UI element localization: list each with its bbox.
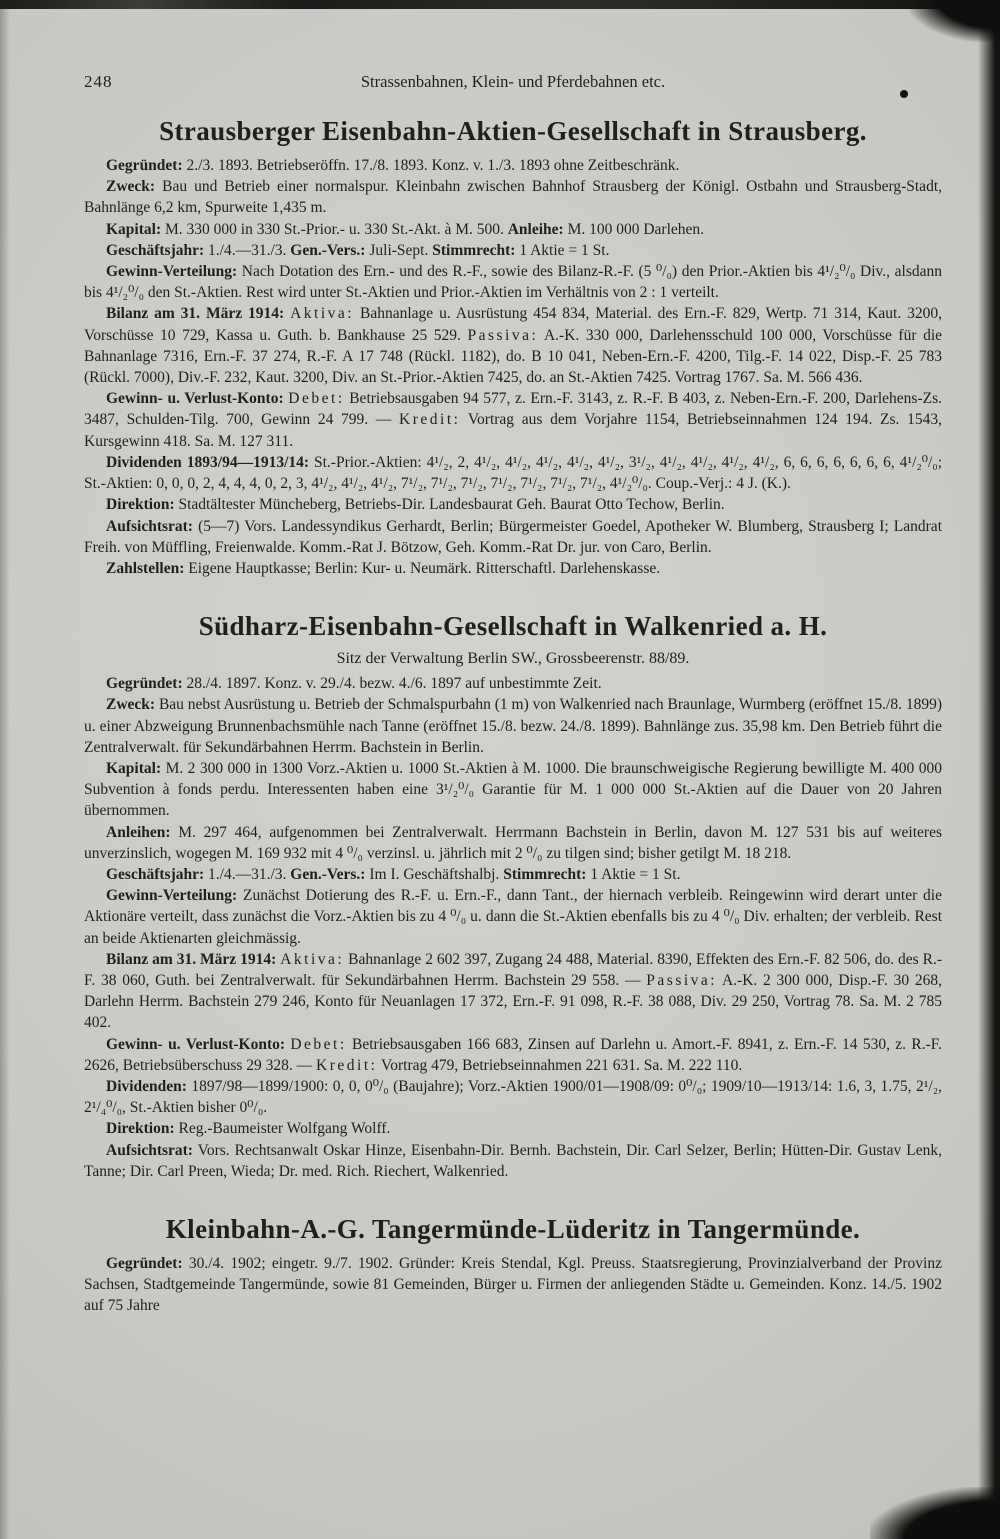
entry-title: Südharz-Eisenbahn-Gesellschaft in Walkenried a. H. <box>198 611 828 642</box>
page-number: 248 <box>84 72 113 91</box>
field-text: M. 330 000 in 330 St.-Prior.- u. 330 St.-Akt. à M. 500. <box>161 220 508 238</box>
entry-paragraph <box>84 388 942 452</box>
field-label: Dividenden 1893/94—1913/14: <box>106 453 310 471</box>
field-text: M. 2 300 000 in 1300 Vorz.-Aktien u. 1000 St.-Aktien à M. 1000. Die braunschweigische Regierung bewilligte M. 400 000 Subvention à fonds perdu. Interessenten haben eine 3¹/₂⁰/₀ Garantie für M. 1 000 000 St.-Aktien auf die Dauer von 20 Jahren übernommen. <box>84 759 942 820</box>
entry-paragraph <box>84 1253 942 1317</box>
field-label: Gewinn-Verteilung: <box>106 887 238 905</box>
field-text: (5—7) Vors. Landessyndikus Gerhardt, Berlin; Bürgermeister Goedel, Apotheker W. Blumberg, Strausberg I; Landrat Freih. von Müffling, Freienwalde. Komm.-Rat J. Bötzow, Geh. Komm.-Rat Dr. jur. von Caro, Berlin. <box>84 517 942 556</box>
spaced-term: Kredit: <box>316 1056 378 1074</box>
field-label: Anleihe: <box>507 220 564 238</box>
spaced-term: Kredit: <box>399 411 461 429</box>
company-entry <box>84 116 942 579</box>
field-text: Im I. Geschäftshalbj. <box>365 865 504 883</box>
entry-subtitle: Sitz der Verwaltung Berlin SW., Grossbeerenstr. 88/89. <box>336 650 690 668</box>
field-text: M. 100 000 Darlehen. <box>563 220 705 238</box>
running-title: Strassenbahnen, Klein- und Pferdebahnen etc. <box>360 72 666 91</box>
field-text: Stadtältester Müncheberg, Betriebs-Dir. Landesbaurat Geh. Baurat Otto Techow, Berlin. <box>174 496 725 514</box>
field-text: 1 Aktie = 1 St. <box>586 865 681 883</box>
field-text: 1897/98—1899/1900: 0, 0, 0⁰/₀ (Baujahre); Vorz.-Aktien 1900/01—1908/09: 0⁰/₀; 1909/10—1913/14: 1.6, 3, 1.75, 2¹/₂, 2¹/₄⁰/₀, St.-Aktien bisher 0⁰/₀. <box>84 1078 942 1117</box>
entry-paragraph <box>84 155 942 176</box>
scan-corner-top-right <box>910 0 1000 42</box>
field-label: Stimmrecht: <box>432 241 516 259</box>
spaced-term: Debet: <box>290 1035 347 1053</box>
field-text: Vors. Rechtsanwalt Oskar Hinze, Eisenbahn-Dir. Bernh. Bachstein, Dir. Carl Selzer, Berlin; Hütten-Dir. Gustav Lenk, Tanne; Dir. Carl Preen, Wieda; Dr. med. Rich. Riechert, Walkenried. <box>84 1141 942 1180</box>
field-text: Bahnanlage u. Ausrüstung 454 834, Material. des Ern.-F. 829, Wertp. 71 314, Kaut. 3200, Vorschüsse 10 729, Kassa u. Guth. b. Bankhause 25 529. <box>84 305 943 344</box>
entry-paragraph <box>84 673 942 694</box>
scan-corner-bottom-right <box>870 1487 1000 1539</box>
entry-paragraph <box>84 219 942 240</box>
spaced-term: Passiva: <box>646 972 718 989</box>
field-text: Betriebsausgaben 94 577, z. Ern.-F. 3143, z. R.-F. B 403, z. Neben-Ern.-F. 200, Darlehens-Zs. 3487, Schulden-Tilg. 700, Gewinn 24 799. — <box>84 390 943 429</box>
company-entry <box>84 611 942 1182</box>
field-text: Bau nebst Ausrüstung u. Betrieb der Schmalspurbahn (1 m) von Walkenried nach Braunlage, Wurmberg (eröffnet 15./8. 1899) u. einer Abzweigung Brunnenbachsmühle nach Tanne (eröffnet 15./8. bezw. 24./8. 1899). Bahnlänge zus. 35,98 km. Den Betrieb führt die Zentralverwalt. für Sekundärbahnen Herrm. Bachstein in Berlin. <box>84 696 942 756</box>
field-text: Zunächst Dotierung des R.-F. u. Ern.-F., dann Tant., der hiernach verbleib. Reingewinn wird derart unter die Aktionäre verteilt, dass zunächst die Vorz.-Aktien bis zu 4 ⁰/₀ u. dann die St.-Aktien ebenfalls bis zu 4 ⁰/₀ Div. erhalten; der verbleib. Rest an beide Aktienarten gleichmässig. <box>84 887 942 947</box>
field-label: Aufsichtsrat: <box>106 517 193 535</box>
field-text: Juli-Sept. <box>365 241 433 259</box>
field-text: Betriebsausgaben 166 683, Zinsen auf Darlehn u. Amort.-F. 8941, z. Ern.-F. 14 530, z. R.-F. 2626, Betriebsüberschuss 29 328. — <box>84 1035 943 1074</box>
field-text: 1 Aktie = 1 St. <box>515 241 610 259</box>
entry-paragraph <box>84 240 942 261</box>
entry-paragraph <box>84 758 942 822</box>
field-text: Nach Dotation des Ern.- und des R.-F., sowie des Bilanz-R.-F. (5 ⁰/₀) den Prior.-Aktien bis 4¹/₂⁰/₀ Div., alsdann bis 4¹/₂⁰/₀ den St.-Aktien. Rest wird unter St.-Aktien und Prior.-Aktien im Verhältnis von 2 : 1 verteilt. <box>84 263 942 302</box>
field-text: Bau und Betrieb einer normalspur. Kleinbahn zwischen Bahnhof Strausberg der Königl. Ostbahn und Strausberg-Stadt, Bahnlänge 6,2 km, Spurweite 1,435 m. <box>84 178 942 217</box>
field-text: 1./4.—31./3. <box>204 241 291 259</box>
field-text: M. 297 464, aufgenommen bei Zentralverwalt. Herrmann Bachstein in Berlin, davon M. 127 531 bis auf weiteres unverzinslich, wogegen M. 169 932 mit 4 ⁰/₀ verzinsl. u. jährlich mit 2 ⁰/₀ zu tilgen sind; bisher getilgt M. 18 218. <box>84 823 942 862</box>
entry-paragraph <box>84 494 942 515</box>
field-text: 2./3. 1893. Betriebseröffn. 17./8. 1893. Konz. v. 1./3. 1893 ohne Zeitbeschränk. <box>182 157 680 175</box>
field-label: Gewinn- u. Verlust-Konto: <box>106 390 284 408</box>
field-text: 28./4. 1897. Konz. v. 29./4. bezw. 4./6. 1897 auf unbestimmte Zeit. <box>182 675 602 693</box>
field-label: Geschäftsjahr: <box>106 241 205 259</box>
field-label: Kapital: <box>106 759 162 777</box>
field-label: Bilanz am 31. März 1914: <box>106 950 277 968</box>
entry-paragraph <box>84 864 942 885</box>
field-label: Gewinn-Verteilung: <box>106 263 238 281</box>
entry-paragraph <box>84 1034 942 1076</box>
field-label: Bilanz am 31. März 1914: <box>106 305 285 323</box>
entry-paragraph <box>84 452 942 494</box>
entry-paragraph <box>84 176 942 218</box>
entries-container <box>84 116 942 1349</box>
entry-paragraph <box>84 1140 942 1182</box>
entry-paragraph <box>84 261 942 303</box>
field-text: Vortrag 479, Betriebseinnahmen 221 631. Sa. M. 222 110. <box>377 1056 743 1074</box>
running-header <box>84 72 942 98</box>
field-label: Zweck: <box>106 178 156 196</box>
field-label: Gegründet: <box>106 675 183 693</box>
field-text: 30./4. 1902; eingetr. 9./7. 1902. Gründer: Kreis Stendal, Kgl. Preuss. Staatsregierung, Provinzialverband der Provinz Sachsen, Stadtgemeinde Tangermünde, sowie 81 Gemeinden, Bürger u. Firmen der anliegenden Städte u. Gemeinden. Konz. 14./5. 1902 auf 75 Jahre <box>84 1255 942 1315</box>
field-label: Dividenden: <box>106 1078 187 1096</box>
entry-paragraph <box>84 516 942 558</box>
field-text: Eigene Hauptkasse; Berlin: Kur- u. Neumärk. Ritterschaftl. Darlehenskasse. <box>184 559 661 577</box>
field-label: Aufsichtsrat: <box>106 1141 193 1159</box>
entry-paragraph <box>84 694 942 758</box>
field-label: Zahlstellen: <box>106 559 185 577</box>
scan-edge-left <box>0 0 10 1539</box>
field-text: 1./4.—31./3. <box>204 865 291 883</box>
field-label: Gen.-Vers.: <box>290 241 366 259</box>
field-text: A.-K. 330 000, Darlehensschuld 100 000, Vorschüsse für die Bahnanlage 7316, Ern.-F. 37 274, R.-F. A 17 748 (Rückl. 1182), do. B 10 041, Neben-Ern.-F. 4200, Tilg.-F. 14 022, Disp.-F. 25 783 (Rückl. 7000), Div.-F. 232, Kaut. 3200, Div. an St.-Prior.-Aktien 7425, do. an St.-Aktien 7425. Vortrag 1767. Sa. M. 566 436. <box>84 326 942 387</box>
entry-paragraph <box>84 1118 942 1139</box>
entry-title: Strausberger Eisenbahn-Aktien-Gesellschaft in Strausberg. <box>159 116 867 146</box>
entry-title: Kleinbahn-A.-G. Tangermünde-Lüderitz in Tangermünde. <box>165 1214 861 1245</box>
field-label: Geschäftsjahr: <box>106 865 205 883</box>
field-label: Gen.-Vers.: <box>290 865 366 883</box>
field-label: Direktion: <box>106 496 175 514</box>
spaced-term: Debet: <box>288 390 345 408</box>
field-label: Direktion: <box>106 1120 175 1138</box>
spaced-term: Aktiva: <box>280 950 345 968</box>
spaced-term: Aktiva: <box>290 305 355 323</box>
entry-paragraph <box>84 1076 942 1118</box>
entry-paragraph <box>84 303 942 388</box>
company-entry <box>84 1214 942 1317</box>
entry-paragraph <box>84 558 942 579</box>
scan-edge-right <box>978 0 1000 1539</box>
entry-paragraph <box>84 822 942 864</box>
field-text: St.-Prior.-Aktien: 4¹/₂, 2, 4¹/₂, 4¹/₂, 4¹/₂, 4¹/₂, 4¹/₂, 3¹/₂, 4¹/₂, 4¹/₂, 4¹/₂, 4¹/₂, 6, 6, 6, 6, 6, 6, 6, 4¹/₂⁰/₀; St.-Aktien: 0, 0, 0, 2, 4, 4, 4, 0, 2, 3, 4¹/₂, 4¹/₂, 4¹/₂, 7¹/₂, 7¹/₂, 7¹/₂, 7¹/₂, 7¹/₂, 7¹/₂, 7¹/₂, 4¹/₂⁰/₀. Coup.-Verj.: 4 J. (K.). <box>84 453 943 493</box>
field-text: Reg.-Baumeister Wolfgang Wolff. <box>174 1120 391 1138</box>
entry-paragraph <box>84 885 942 949</box>
field-label: Gegründet: <box>106 157 183 175</box>
field-label: Zweck: <box>106 696 156 714</box>
field-text: Bahnanlage 2 602 397, Zugang 24 488, Material. 8390, Effekten des Ern.-F. 82 506, do. des R.-F. 38 060, Guth. bei Zentralverwalt. für Sekundärbahnen Herrm. Bachstein 29 558. — <box>84 950 942 989</box>
ink-speck-icon <box>900 90 908 98</box>
entry-paragraph <box>84 949 942 1034</box>
scan-edge-top <box>0 0 1000 9</box>
field-text: A.-K. 2 300 000, Disp.-F. 30 268, Darlehn Herrm. Bachstein 279 246, Konto für Neuanlagen 17 372, Ern.-F. 91 098, R.-F. 38 088, Div. 29 250, Vortrag 78. Sa. M. 2 785 402. <box>84 972 942 1032</box>
spaced-term: Passiva: <box>467 326 539 344</box>
field-label: Stimmrecht: <box>503 865 587 883</box>
field-label: Gegründet: <box>106 1255 183 1273</box>
field-label: Gewinn- u. Verlust-Konto: <box>106 1035 286 1053</box>
field-label: Kapital: <box>106 220 162 238</box>
field-label: Anleihen: <box>106 823 171 841</box>
field-text: Vortrag aus dem Vorjahre 1154, Betriebseinnahmen 124 194. Zs. 1543, Kursgewinn 418. Sa. M. 127 311. <box>84 411 942 450</box>
